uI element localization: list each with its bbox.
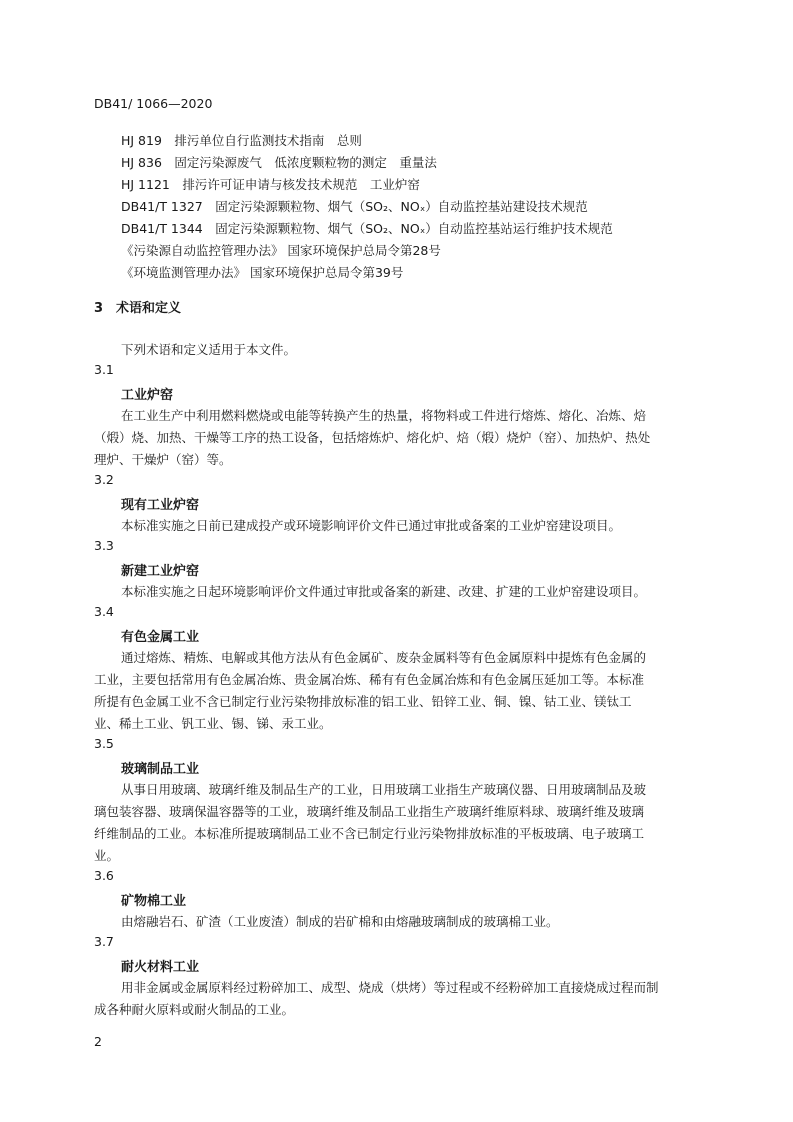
definition-line: 本标准实施之日前已建成投产或环境影响评价文件已通过审批或备案的工业炉窑建设项目。 (121, 518, 622, 533)
term-number: 3.7 (94, 934, 114, 949)
term-title: 工业炉窑 (121, 388, 174, 403)
term-title: 有色金属工业 (121, 630, 200, 645)
definition-line: 本标准实施之日起环境影响评价文件通过审批或备案的新建、改建、扩建的工业炉窑建设项目。 (121, 584, 647, 599)
definition-line: 用非金属或金属原料经过粉碎加工、成型、烧成（烘烤）等过程或不经粉碎加工直接烧成过程而制 (121, 980, 659, 995)
section-heading: 3 术语和定义 (94, 301, 182, 316)
document-id: DB41/ 1066—2020 (94, 96, 213, 111)
reference-item: DB41/T 1344 固定污染源颗粒物、烟气（SO₂、NOₓ）自动监控基站运行维护技术规范 (121, 221, 613, 236)
definition-line: 由熔融岩石、矿渣（工业废渣）制成的岩矿棉和由熔融玻璃制成的玻璃棉工业。 (121, 914, 559, 929)
reference-item: 《环境监测管理办法》 国家环境保护总局令第39号 (121, 265, 404, 280)
reference-item: 《污染源自动监控管理办法》 国家环境保护总局令第28号 (121, 243, 441, 258)
term-number: 3.6 (94, 868, 114, 883)
term-number: 3.3 (94, 538, 114, 553)
page-number: 2 (94, 1034, 102, 1049)
term-number: 3.4 (94, 604, 114, 619)
definition-line: 在工业生产中利用燃料燃烧或电能等转换产生的热量，将物料或工件进行熔炼、熔化、冶炼、焙 (121, 408, 647, 423)
definition-line: 从事日用玻璃、玻璃纤维及制品生产的工业，日用玻璃工业指生产玻璃仪器、日用玻璃制品及玻 (121, 782, 647, 797)
term-number: 3.2 (94, 472, 114, 487)
term-title: 玻璃制品工业 (121, 762, 200, 777)
definition-line: 成各种耐火原料或耐火制品的工业。 (94, 1002, 295, 1017)
reference-item: HJ 1121 排污许可证申请与核发技术规范 工业炉窑 (121, 177, 420, 192)
definition-line: 业、稀土工业、钒工业、锡、锑、汞工业。 (94, 716, 332, 731)
definition-line: 通过熔炼、精炼、电解或其他方法从有色金属矿、废杂金属料等有色金属原料中提炼有色金属的 (121, 650, 647, 665)
section-intro: 下列术语和定义适用于本文件。 (121, 342, 297, 357)
reference-item: HJ 836 固定污染源废气 低浓度颗粒物的测定 重量法 (121, 155, 437, 170)
term-title: 新建工业炉窑 (121, 564, 200, 579)
term-number: 3.5 (94, 736, 114, 751)
definition-line: 理炉、干燥炉（窑）等。 (94, 452, 232, 467)
definition-line: 工业，主要包括常用有色金属冶炼、贵金属冶炼、稀有有色金属冶炼和有色金属压延加工等。本标准 (94, 672, 645, 687)
definition-line: 所提有色金属工业不含已制定行业污染物排放标准的铝工业、铅锌工业、铜、镍、钴工业、镁钛工 (94, 694, 632, 709)
definition-line: 纤维制品的工业。本标准所提玻璃制品工业不含已制定行业污染物排放标准的平板玻璃、电子玻璃工 (94, 826, 645, 841)
definition-line: （煅）烧、加热、干燥等工序的热工设备，包括熔炼炉、熔化炉、焙（煅）烧炉（窑）、加热炉、热处 (94, 430, 651, 445)
reference-item: HJ 819 排污单位自行监测技术指南 总则 (121, 133, 362, 148)
definition-line: 璃包装容器、玻璃保温容器等的工业，玻璃纤维及制品工业指生产玻璃纤维原料球、玻璃纤维及玻璃 (94, 804, 645, 819)
term-title: 耐火材料工业 (121, 960, 200, 975)
definition-line: 业。 (94, 848, 120, 863)
term-title: 矿物棉工业 (121, 894, 187, 909)
reference-item: DB41/T 1327 固定污染源颗粒物、烟气（SO₂、NOₓ）自动监控基站建设技术规范 (121, 199, 588, 214)
term-title: 现有工业炉窑 (121, 498, 200, 513)
term-number: 3.1 (94, 362, 114, 377)
